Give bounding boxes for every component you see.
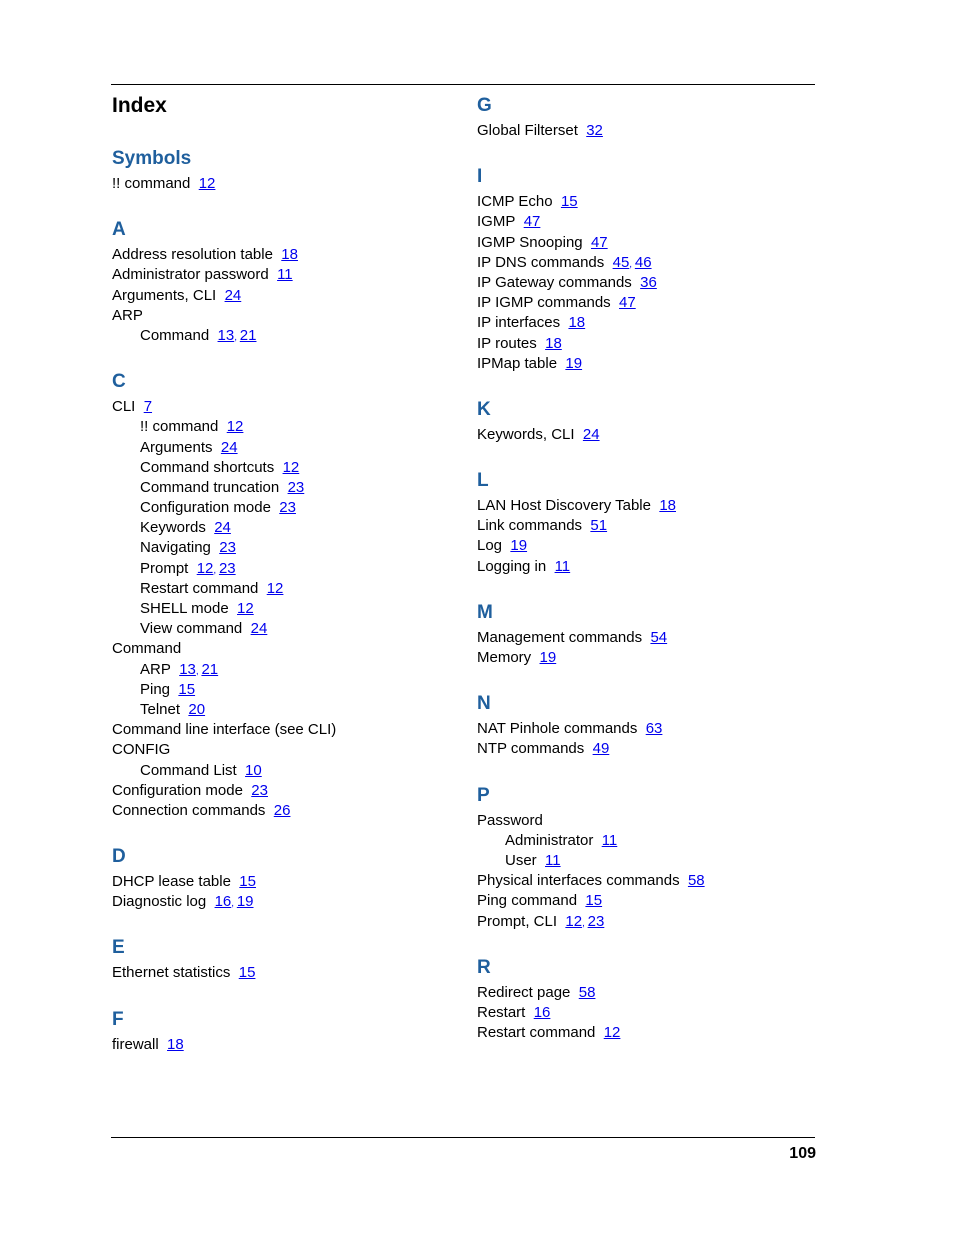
index-section xyxy=(477,91,817,141)
entry-term: Prompt xyxy=(140,559,189,577)
index-entry xyxy=(477,253,817,273)
index-column-left xyxy=(112,144,452,1076)
index-entry xyxy=(112,1035,452,1055)
index-section xyxy=(477,689,817,759)
index-entry xyxy=(477,212,817,232)
section-letter: Symbols xyxy=(112,148,192,169)
index-section xyxy=(112,842,452,912)
page-link[interactable]: 12 xyxy=(266,579,284,597)
page-link[interactable]: 16 xyxy=(214,893,232,911)
index-section xyxy=(477,598,817,668)
page-link[interactable]: 11 xyxy=(601,831,618,849)
page-separator: , xyxy=(234,331,240,343)
index-entry xyxy=(112,245,452,265)
page-link[interactable]: 18 xyxy=(545,334,562,352)
index-section xyxy=(112,367,452,821)
entry-term: Redirect page xyxy=(477,983,571,1001)
entry-term: Command xyxy=(140,326,210,344)
page-separator: , xyxy=(213,564,219,576)
entry-term: SHELL mode xyxy=(140,600,229,617)
index-section xyxy=(477,395,817,445)
entry-term: LAN Host Discovery Table xyxy=(477,497,651,515)
page-link[interactable]: 19 xyxy=(539,649,557,666)
entry-term: Link commands xyxy=(477,517,583,535)
page-link[interactable]: 18 xyxy=(568,314,586,332)
entry-term: Arguments, CLI xyxy=(112,286,217,304)
entry-term: Command truncation xyxy=(140,478,280,496)
entry-term: Physical interfaces commands xyxy=(477,872,680,890)
page-link[interactable]: 21 xyxy=(201,660,219,678)
page-link[interactable]: 51 xyxy=(590,517,608,535)
page-link[interactable]: 26 xyxy=(273,801,291,819)
entry-term: IPMap table xyxy=(477,354,558,372)
index-entry xyxy=(477,1003,817,1023)
entry-term: IP routes xyxy=(477,334,537,352)
index-entry xyxy=(112,174,452,194)
entry-term: Memory xyxy=(477,649,532,666)
page-link[interactable]: 23 xyxy=(287,478,305,496)
entry-term: Administrator password xyxy=(112,266,269,284)
index-entry xyxy=(112,286,452,306)
index-section xyxy=(477,466,817,577)
index-entry xyxy=(477,192,817,212)
page-link[interactable]: 54 xyxy=(650,628,668,646)
page-link[interactable]: 23 xyxy=(218,559,236,577)
entry-term: Address resolution table xyxy=(112,246,273,264)
entry-term: Telnet xyxy=(140,700,181,718)
page-link[interactable]: 49 xyxy=(592,740,610,758)
entry-term: Ping command xyxy=(477,892,578,910)
index-entry xyxy=(477,628,817,648)
page-link[interactable]: 19 xyxy=(510,537,528,555)
entry-term: !! command xyxy=(140,418,219,436)
section-letter: R xyxy=(477,956,491,978)
entry-term: Keywords xyxy=(140,519,206,537)
page-link[interactable]: 24 xyxy=(220,438,238,456)
index-entry xyxy=(477,557,817,577)
entry-term: Restart command xyxy=(477,1024,596,1042)
entry-term: firewall xyxy=(112,1035,159,1053)
entry-term: DHCP lease table xyxy=(112,873,231,891)
index-entry xyxy=(477,811,817,831)
index-entry xyxy=(477,516,817,536)
page-link[interactable]: 12 xyxy=(603,1024,621,1042)
entry-term: IP DNS commands xyxy=(477,253,605,271)
page-link[interactable]: 15 xyxy=(560,193,578,211)
section-letter: N xyxy=(477,693,491,715)
page-link[interactable]: 12 xyxy=(237,600,254,617)
index-section xyxy=(477,162,817,374)
entry-term: Connection commands xyxy=(112,801,266,819)
index-section xyxy=(112,215,452,346)
index-subentry xyxy=(112,438,452,458)
entry-term: Keywords, CLI xyxy=(477,425,575,443)
section-letter: L xyxy=(477,470,489,492)
page-link[interactable]: 58 xyxy=(578,983,596,1001)
index-entry xyxy=(477,273,817,293)
page-link[interactable]: 11 xyxy=(554,557,571,575)
entry-term: Arguments xyxy=(140,438,213,456)
section-letter: A xyxy=(112,219,126,241)
index-entry xyxy=(477,536,817,556)
page-separator: , xyxy=(582,917,588,929)
entry-term: Prompt, CLI xyxy=(477,912,558,930)
section-letter: D xyxy=(112,846,126,868)
index-entry xyxy=(112,306,452,326)
entry-term: CLI xyxy=(112,398,136,416)
entry-term: CONFIG xyxy=(112,741,171,759)
index-entry xyxy=(112,963,452,983)
index-section xyxy=(112,933,452,983)
index-entry xyxy=(477,121,817,141)
index-entry xyxy=(477,719,817,739)
index-subentry xyxy=(112,417,452,437)
entry-term: Configuration mode xyxy=(112,781,243,799)
page-link[interactable]: 12 xyxy=(196,559,214,577)
entry-term: Diagnostic log xyxy=(112,893,207,911)
index-entry xyxy=(477,1023,817,1043)
index-entry xyxy=(112,740,452,760)
page-link[interactable]: 13 xyxy=(217,326,235,344)
entry-term: View command xyxy=(140,620,243,638)
page-link[interactable]: 18 xyxy=(167,1035,184,1053)
page-link[interactable]: 23 xyxy=(219,539,236,557)
section-letter: P xyxy=(477,784,490,806)
index-entry xyxy=(112,265,452,285)
page-link[interactable]: 23 xyxy=(279,499,296,517)
entry-term: !! command xyxy=(112,175,191,192)
page-link[interactable]: 13 xyxy=(179,660,196,678)
page-link[interactable]: 24 xyxy=(214,519,231,537)
entry-term: IP IGMP commands xyxy=(477,294,611,312)
page-link[interactable]: 12 xyxy=(282,458,300,476)
top-rule xyxy=(111,84,815,85)
page-link[interactable]: 32 xyxy=(586,122,603,139)
index-entry xyxy=(112,781,452,801)
index-entry xyxy=(477,313,817,333)
page-link[interactable]: 47 xyxy=(590,233,608,251)
index-entry xyxy=(477,293,817,313)
section-letter: E xyxy=(112,937,125,959)
page-link[interactable]: 45 xyxy=(612,253,630,271)
index-column-right xyxy=(477,91,817,1064)
page-link[interactable]: 16 xyxy=(533,1003,551,1021)
index-entry xyxy=(477,891,817,911)
section-letter: G xyxy=(477,95,492,116)
index-subentry xyxy=(112,559,452,579)
entry-term: Ethernet statistics xyxy=(112,964,231,982)
entry-term: ARP xyxy=(140,660,171,678)
entry-term: Command List xyxy=(140,761,237,779)
page-link[interactable]: 24 xyxy=(582,425,600,443)
page-link[interactable]: 19 xyxy=(236,893,254,911)
page-link[interactable]: 11 xyxy=(277,266,293,284)
entry-term: ARP xyxy=(112,306,143,324)
index-section xyxy=(112,144,452,194)
index-subentry xyxy=(112,326,452,346)
index-subentry xyxy=(477,831,817,851)
page-link[interactable]: 47 xyxy=(523,213,541,231)
index-entry xyxy=(477,334,817,354)
entry-term: IGMP Snooping xyxy=(477,233,583,251)
index-entry xyxy=(477,648,817,668)
index-subentry xyxy=(112,478,452,498)
page-separator: , xyxy=(629,258,635,270)
page-link[interactable]: 58 xyxy=(687,872,705,890)
index-entry xyxy=(112,639,452,659)
page-link[interactable]: 18 xyxy=(659,497,676,515)
index-section xyxy=(112,1005,452,1055)
entry-term: Global Filterset xyxy=(477,122,578,139)
entry-term: Log xyxy=(477,537,503,555)
index-subentry xyxy=(112,599,452,619)
page-link[interactable]: 11 xyxy=(545,851,561,869)
page-separator: , xyxy=(195,665,202,677)
index-section xyxy=(477,781,817,932)
index-subentry xyxy=(112,498,452,518)
page-link[interactable]: 7 xyxy=(143,398,153,416)
index-subentry xyxy=(112,538,452,558)
index-entry xyxy=(112,872,452,892)
entry-term: Command line interface (see CLI) xyxy=(112,721,337,739)
index-subentry xyxy=(112,660,452,680)
section-letter: F xyxy=(112,1008,124,1030)
page-link[interactable]: 24 xyxy=(250,620,268,638)
entry-term: Administrator xyxy=(505,831,594,849)
entry-term: Ping xyxy=(140,680,171,698)
page-link[interactable]: 21 xyxy=(239,326,257,344)
index-entry xyxy=(477,739,817,759)
index-subentry xyxy=(112,680,452,700)
index-entry xyxy=(477,233,817,253)
entry-term: Navigating xyxy=(140,539,211,557)
page-link[interactable]: 19 xyxy=(565,354,583,372)
entry-term: User xyxy=(505,851,537,869)
entry-term: NTP commands xyxy=(477,740,585,758)
index-entry xyxy=(477,354,817,374)
page-link[interactable]: 23 xyxy=(251,781,268,799)
entry-term: Restart xyxy=(477,1003,526,1021)
index-entry xyxy=(477,912,817,932)
page-link[interactable]: 23 xyxy=(587,912,605,930)
page-link[interactable]: 47 xyxy=(619,294,636,312)
index-entry xyxy=(112,892,452,912)
entry-term: IP interfaces xyxy=(477,314,561,332)
page-link[interactable]: 63 xyxy=(645,720,663,738)
index-subentry xyxy=(112,761,452,781)
index-entry xyxy=(477,425,817,445)
index-subentry xyxy=(112,458,452,478)
index-subentry xyxy=(112,700,452,720)
entry-term: Command shortcuts xyxy=(140,458,275,476)
index-entry xyxy=(112,397,452,417)
section-letter: C xyxy=(112,371,126,393)
index-entry xyxy=(477,871,817,891)
entry-term: NAT Pinhole commands xyxy=(477,720,638,738)
section-letter: M xyxy=(477,601,493,623)
entry-term: Management commands xyxy=(477,628,643,646)
page-separator: , xyxy=(231,898,237,910)
page-link[interactable]: 15 xyxy=(238,964,256,982)
page-link[interactable]: 15 xyxy=(239,873,256,891)
index-title: Index xyxy=(112,94,167,117)
entry-term: Command xyxy=(112,640,182,658)
index-entry xyxy=(112,720,452,740)
page-link[interactable]: 24 xyxy=(224,286,242,304)
entry-term: ICMP Echo xyxy=(477,193,553,211)
index-subentry xyxy=(112,518,452,538)
entry-term: Configuration mode xyxy=(140,499,271,517)
page-link[interactable]: 36 xyxy=(640,273,657,291)
entry-term: Restart command xyxy=(140,579,259,597)
index-section xyxy=(477,953,817,1044)
bottom-rule xyxy=(111,1137,815,1138)
page-link[interactable]: 46 xyxy=(634,253,652,271)
page-link[interactable]: 12 xyxy=(565,912,583,930)
page-link[interactable]: 20 xyxy=(188,700,206,718)
page-number: 109 xyxy=(789,1145,816,1162)
index-subentry xyxy=(477,851,817,871)
index-subentry xyxy=(112,579,452,599)
entry-term: IGMP xyxy=(477,213,516,231)
index-subentry xyxy=(112,619,452,639)
section-letter: K xyxy=(477,398,491,420)
page-link[interactable]: 10 xyxy=(245,761,262,779)
page-link[interactable]: 12 xyxy=(198,175,216,192)
index-entry xyxy=(112,801,452,821)
page-link[interactable]: 18 xyxy=(281,246,298,264)
section-letter: I xyxy=(477,166,483,188)
index-entry xyxy=(477,496,817,516)
page-link[interactable]: 15 xyxy=(178,680,196,698)
index-entry xyxy=(477,983,817,1003)
page-link[interactable]: 15 xyxy=(585,892,603,910)
entry-term: Logging in xyxy=(477,557,547,575)
entry-term: IP Gateway commands xyxy=(477,273,632,291)
page-link[interactable]: 12 xyxy=(226,418,244,436)
entry-term: Password xyxy=(477,811,543,829)
